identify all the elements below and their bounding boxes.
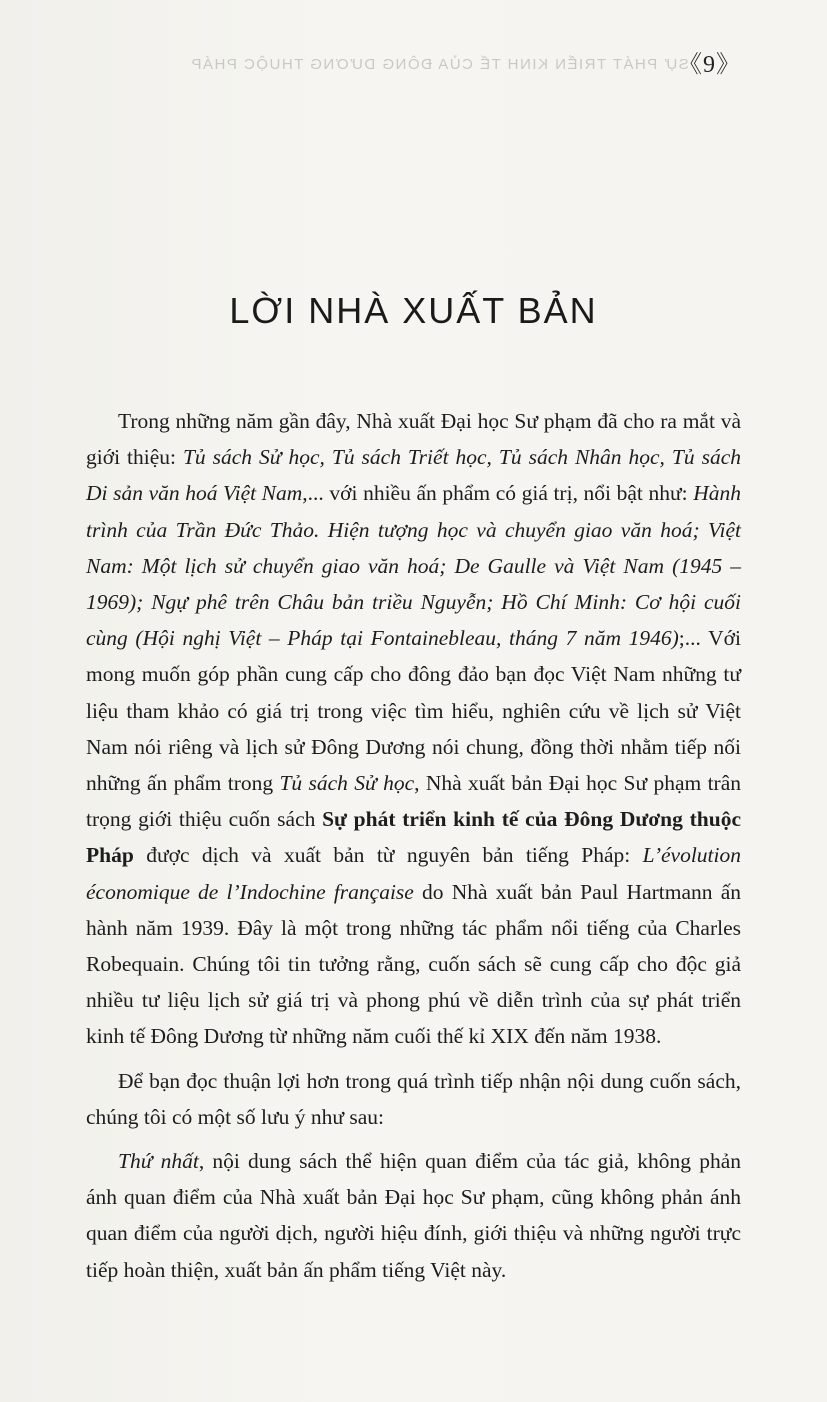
p1-text-6: do Nhà xuất bản Paul Hartmann ấn hành năm 1939. Đây là một trong những tác phẩm nổi tiếng của Charles Robequain. Chúng tôi tin tưởng rằng, cuốn sách sẽ cung cấp cho độc giả nhiều tư liệu lịch sử giá trị và phong phú về diễn trình của sự phát triển kinh tế Đông Dương từ những năm cuối thế kỉ XIX đến năm 1938. bbox=[86, 879, 741, 1049]
p1-text-1: Trong những năm gần đây, Nhà xuất Đại học Sư phạm đã cho ra mắt và giới thiệu: bbox=[86, 409, 741, 470]
paragraph-1 bbox=[86, 403, 741, 1055]
p1-italic-series: Tủ sách Sử học, Tủ sách Triết học, Tủ sách Nhân học, Tủ sách Di sản văn hoá Việt Nam bbox=[86, 445, 741, 506]
p1-italic-original-title: L’évolution économique de l’Indochine française bbox=[86, 843, 741, 904]
p1-italic-titles: Hành trình của Trần Đức Thảo. Hiện tượng học và chuyển giao văn hoá; Việt Nam: Một lịch sử chuyển giao văn hoá; De Gaulle và Việt Nam (1945 – 1969); Ngự phê trên Châu bản triều Nguyễn; Hồ Chí Minh: Cơ hội cuối cùng (Hội nghị Việt – Pháp tại Fontainebleau, tháng 7 năm 1946) bbox=[86, 481, 741, 651]
p1-bold-book-title: Sự phát triển kinh tế của Đông Dương thuộc Pháp bbox=[86, 807, 741, 868]
running-head-bleed-through: SỰ PHÁT TRIỂN KINH TẾ CỦA ĐÔNG DƯƠNG THUỘC PHÁP bbox=[190, 56, 689, 73]
paragraph-3 bbox=[86, 1143, 741, 1288]
p1-text-2: ,... với nhiều ấn phẩm có giá trị, nổi bật như: bbox=[302, 481, 694, 506]
page-number: 《9》 bbox=[678, 52, 741, 78]
body-text bbox=[86, 403, 741, 1296]
p1-text-4: , Nhà xuất bản Đại học Sư phạm trân trọng giới thiệu cuốn sách bbox=[86, 771, 742, 832]
p3-text-1: , nội dung sách thể hiện quan điểm của tác giả, không phản ánh quan điểm của Nhà xuất bản Đại học Sư phạm, cũng không phản ánh quan điểm của người dịch, người hiệu đính, giới thiệu và những người trực tiếp hoàn thiện, xuất bản ấn phẩm tiếng Việt này. bbox=[86, 1149, 741, 1282]
p1-text-5: được dịch và xuất bản từ nguyên bản tiếng Pháp: bbox=[133, 843, 643, 868]
p1-italic-series-2: Tủ sách Sử học bbox=[279, 771, 415, 796]
page-title: LỜI NHÀ XUẤT BẢN bbox=[229, 290, 598, 331]
paragraph-2: Để bạn đọc thuận lợi hơn trong quá trình tiếp nhận nội dung cuốn sách, chúng tôi có một số lưu ý như sau: bbox=[86, 1068, 741, 1129]
p3-italic-lead: Thứ nhất bbox=[118, 1149, 199, 1174]
p1-text-3: ;... Với mong muốn góp phần cung cấp cho đông đảo bạn đọc Việt Nam những tư liệu tham khảo có giá trị trong việc tìm hiểu, nghiên cứu về lịch sử Việt Nam nói riêng và lịch sử Đông Dương nói chung, đồng thời nhằm tiếp nối những ấn phẩm trong bbox=[86, 626, 741, 796]
